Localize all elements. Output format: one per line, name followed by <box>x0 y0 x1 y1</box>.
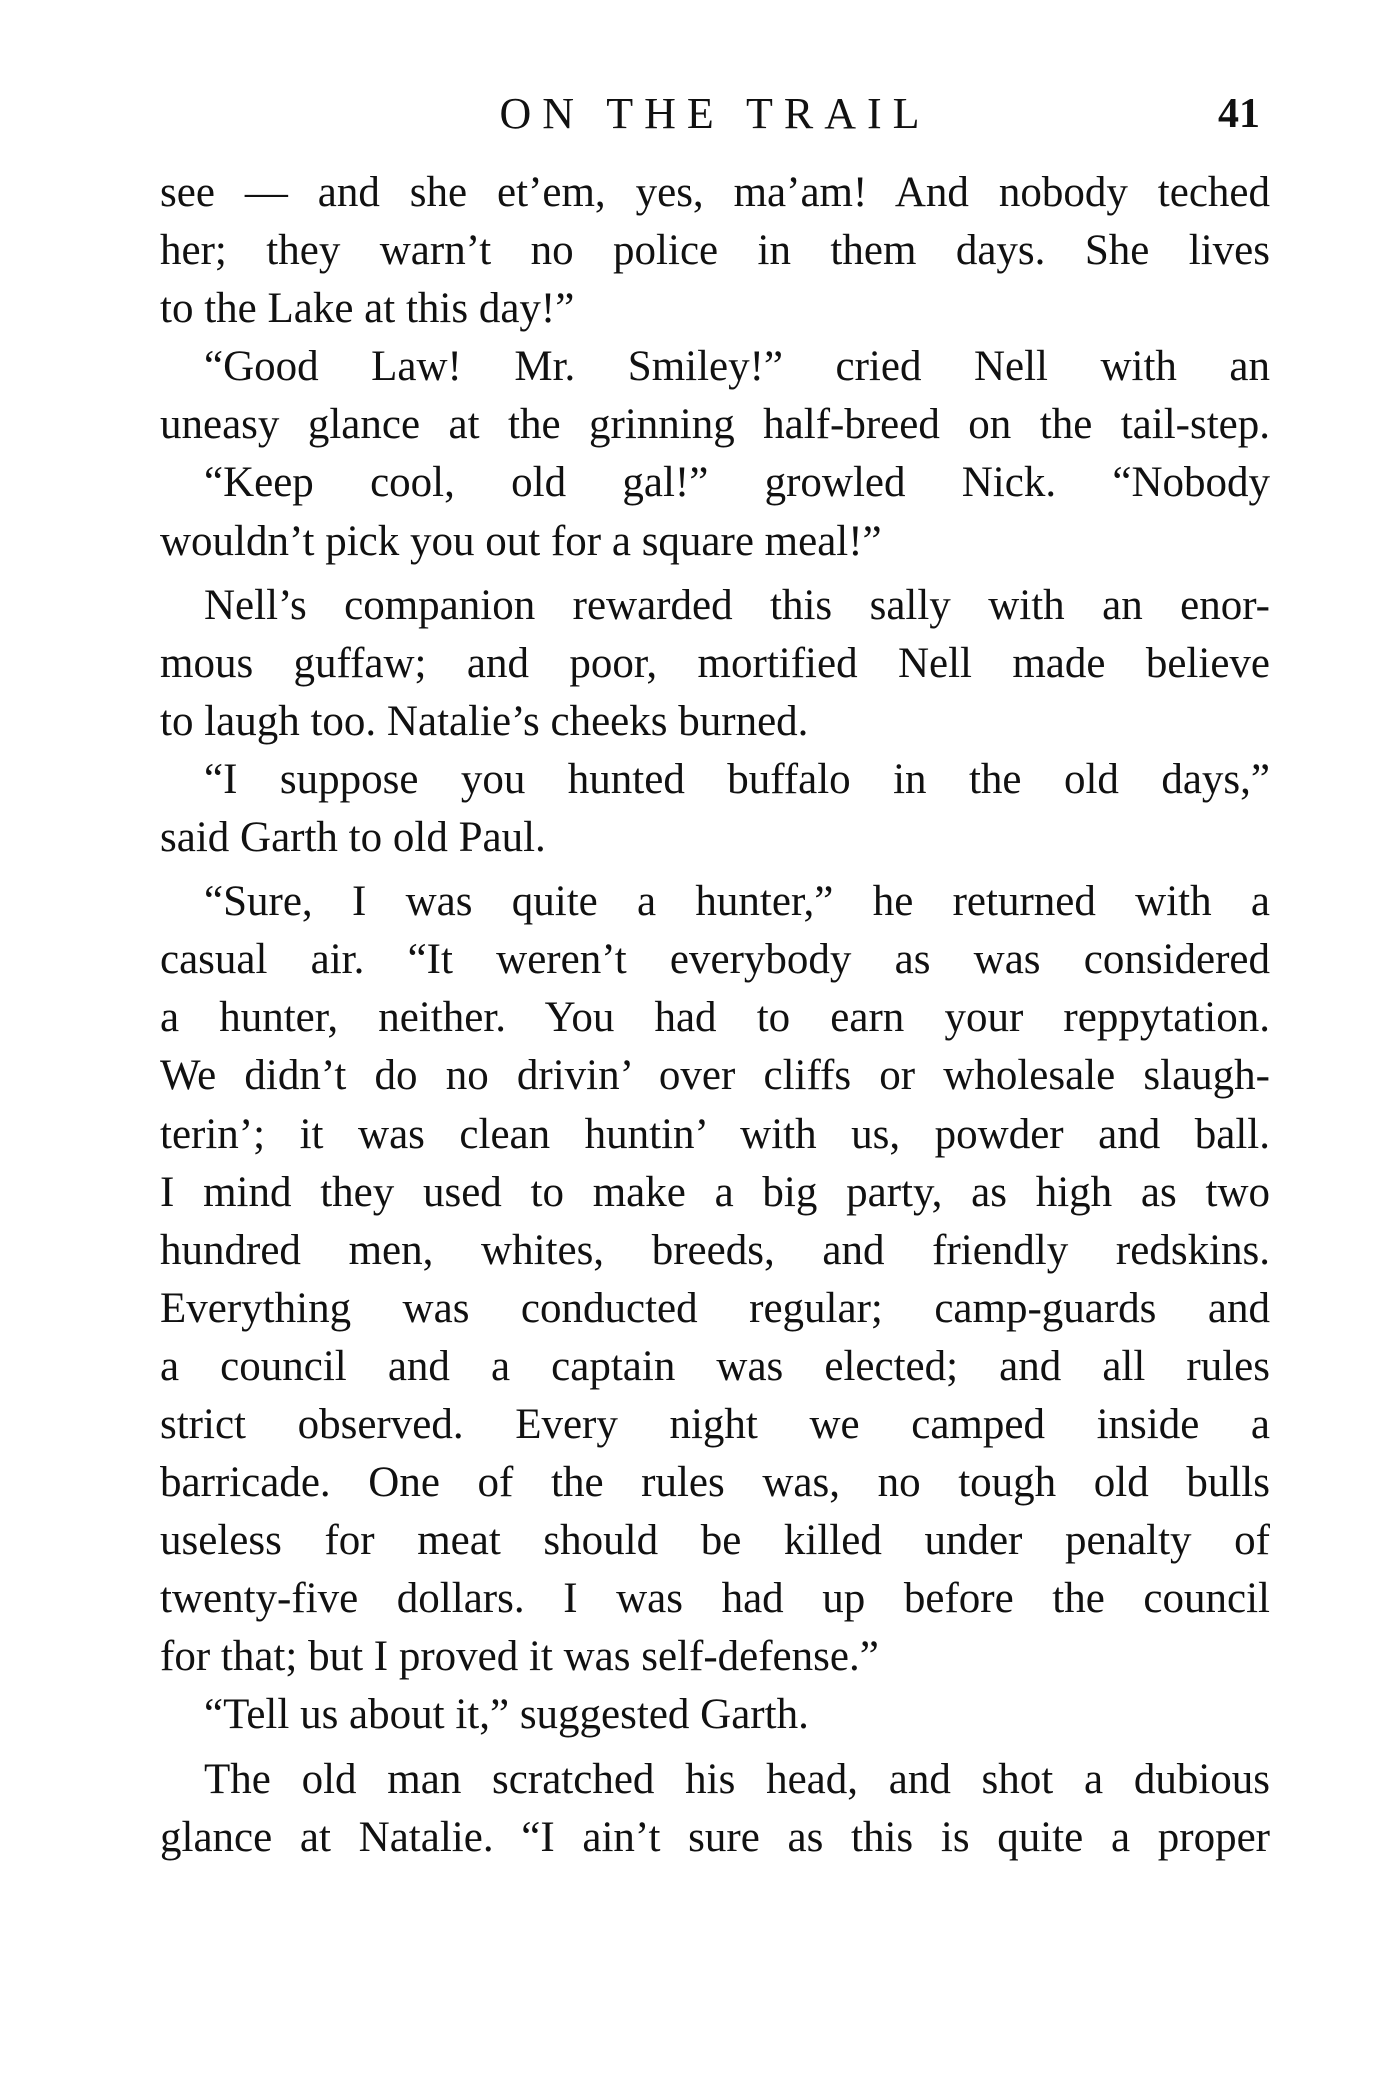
text-line: her; they warn’t no police in them days. She lives <box>160 227 1270 275</box>
text-line: “Sure, I was quite a hunter,” he returned with a <box>204 878 1270 926</box>
text-line: terin’; it was clean huntin’ with us, powder and ball. <box>160 1110 1270 1158</box>
text-line: The old man scratched his head, and shot a dubious <box>204 1755 1270 1803</box>
text-line: twenty-five dollars. I was had up before the council <box>160 1575 1270 1623</box>
text-line: “Keep cool, old gal!” growled Nick. “Nobody <box>204 459 1270 507</box>
text-line: uneasy glance at the grinning half-breed on the tail-step. <box>160 401 1270 449</box>
text-line: useless for meat should be killed under penalty of <box>160 1517 1270 1565</box>
body-text <box>160 164 1270 1867</box>
text-line: We didn’t do no drivin’ over cliffs or wholesale slaugh- <box>160 1052 1270 1100</box>
running-head <box>160 84 1270 144</box>
page-number: 41 <box>1218 91 1260 137</box>
text-line: to the Lake at this day!” <box>160 285 575 333</box>
text-line: casual air. “It weren’t everybody as was considered <box>160 936 1270 984</box>
text-line: mous guffaw; and poor, mortified Nell made believe <box>160 639 1270 687</box>
text-line: a council and a captain was elected; and all rules <box>160 1342 1270 1390</box>
text-line: “Tell us about it,” suggested Garth. <box>204 1691 809 1739</box>
text-line: Nell’s companion rewarded this sally with an enor- <box>204 581 1270 629</box>
text-line: a hunter, neither. You had to earn your reppytation. <box>160 994 1270 1042</box>
text-line: strict observed. Every night we camped inside a <box>160 1400 1270 1448</box>
text-line: said Garth to old Paul. <box>160 814 546 862</box>
text-line: for that; but I proved it was self-defense.” <box>160 1633 879 1681</box>
text-line: to laugh too. Natalie’s cheeks burned. <box>160 697 809 745</box>
text-line: wouldn’t pick you out for a square meal!” <box>160 517 882 565</box>
text-line: “I suppose you hunted buffalo in the old days,” <box>204 755 1270 803</box>
text-line: “Good Law! Mr. Smiley!” cried Nell with an <box>204 343 1270 391</box>
text-line: hundred men, whites, breeds, and friendly redskins. <box>160 1226 1270 1274</box>
text-line: barricade. One of the rules was, no tough old bulls <box>160 1459 1270 1507</box>
running-title: ON THE TRAIL <box>499 89 931 138</box>
text-line: glance at Natalie. “I ain’t sure as this is quite a proper <box>160 1813 1270 1861</box>
text-line: I mind they used to make a big party, as high as two <box>160 1168 1270 1216</box>
text-line: see — and she et’em, yes, ma’am! And nobody teched <box>160 169 1270 216</box>
text-line: Everything was conducted regular; camp-guards and <box>160 1284 1270 1332</box>
